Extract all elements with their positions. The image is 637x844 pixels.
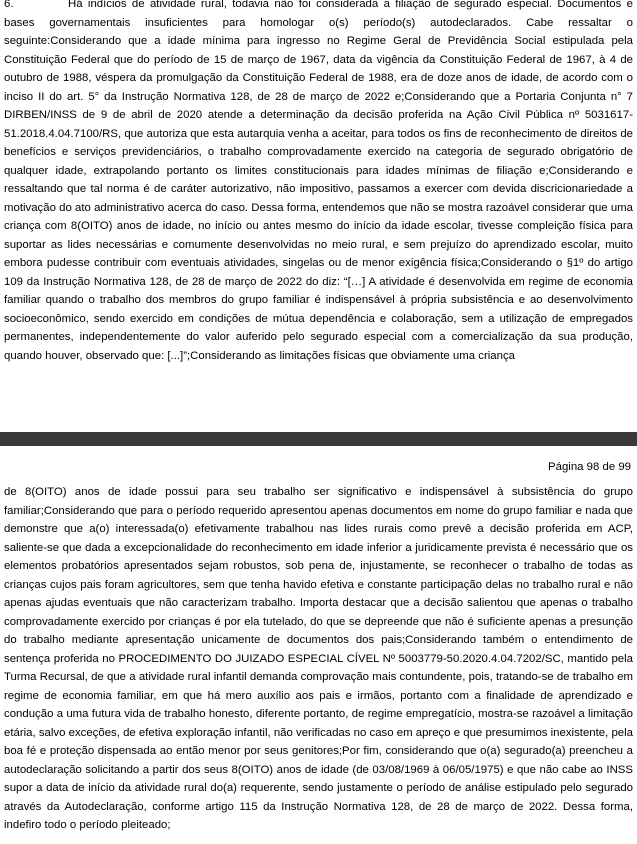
continuation-paragraph: de 8(OITO) anos de idade possui para seu trabalho ser significativo e indispensável à subsistência do grupo familiar;Considerando que para o período requerido apresentou apenas documentos em nome do grupo familiar e nada que demonstre que a(o) interessada(o) efetivamente trabalhou nas lides rurais como prevê a decisão proferida em ACP, saliente-se que dada a excepcionalidade do reconhecimento em idade inferior a juridicamente prevista é necessário que os elementos probatórios apresentados sejam robustos, sob pena de, injustamente, se reconhecer o trabalho de todas as crianças cujos pais foram agricultores, sem que tenha havido efetiva e constante participação delas no trabalho rural e não apenas ajudas eventuais que não caracterizam trabalho. Importa destacar que a decisão salientou que apenas o trabalho comprovadamente exercido por crianças é por ela tutelado, do que se depreende que não é suficiente apenas a presunção do trabalho mediante apresentação unicamente de documentos dos pais;Considerando também o entendimento de sentença proferida no PROCEDIMENTO DO JUIZADO ESPECIAL CÍVEL Nº 5003779-50.2020.4.04.7202/SC, mantido pela Turma Recursal, de que a atividade rural infantil demanda comprovação mais contundente, pois, tratando-se de trabalho em regime de economia familiar, em que há mero auxílio aos pais e irmãos, portanto com a finalidade de aprendizado e condução a uma futura vida de trabalho honesto, diferente portanto, de regime empregatício, mostra-se razoável a limitação etária, salvo exceções, de efetiva exploração infantil, não verificadas no caso em apreço e que presumimos inexistente, pela boa fé e proteção dispensada ao então menor por seus genitores;Por fim, considerando que o(a) segurado(a) preencheu a autodeclaração solicitando a partir dos seus 8(OITO) anos de idade (de 03/08/1969 à 06/05/1975) e que não cabe ao INSS supor a data de início da atividade rural do(a) requerente, sendo justamente o período de análise estipulado pelo segurado através da Autodeclaração, conforme artigo 115 da Instrução Normativa 128, de 28 de março de 2022. Dessa forma, indefiro todo o período pleiteado; [4,486,633,831]
page-number: Página 98 de 99 [548,461,631,473]
item-6-text: Há indícios de atividade rural, todavia não foi considerada a filiação de segurado especial. Documentos e bases governamentais insuficientes para homologar o(s) período(s) autodeclarados. Cabe ressaltar o seguinte:Considerando que a idade mínima para ingresso no Regime Geral de Previdência Social estipulada pela Constituição Federal que do período de 15 de março de 1967, data da vigência da Constituição Federal de 1967, à 4 de outubro de 1988, véspera da promulgação da Constituição Federal de 1988, era de doze anos de idade, de acordo com o inciso II do art. 5° da Instrução Normativa 128, de 28 de março de 2022 e;Considerando que a Portaria Conjunta n° 7 DIRBEN/INSS de 9 de abril de 2020 atende a determinação da decisão proferida na Ação Civil Pública nº 5031617-51.2018.4.04.7100/RS, que autoriza que esta autarquia venha a aceitar, para todos os fins de reconhecimento de direitos de benefícios e serviços previdenciários, o trabalho comprovadamente exercido na categoria de segurado obrigatório de qualquer idade, extrapolando portanto os limites constitucionais para idades mínimas de filiação e;Considerando e ressaltando que tal norma é de caráter autorizativo, não impositivo, passamos a exercer com devida discricionariedade a motivação do ato administrativo acerca do caso. Dessa forma, entendemos que não se mostra razoável considerar que uma criança com 8(OITO) anos de idade, no início ou antes mesmo do início da idade escolar, tivesse compleição física para suportar as lides necessárias e comumente desenvolvidas no meio rural, e sem prejuízo do aprendizado escolar, muito embora pudesse contribuir com eventuais atividades, singelas ou de menor exigência física;Considerando o §1º do artigo 109 da Instrução Normativa 128, de 28 de março de 2022 do diz: “[…] A atividade é desenvolvida em regime de economia familiar quando o trabalho dos membros do grupo familiar é indispensável à própria subsistência e ao desenvolvimento socioeconômico, sendo exercido em condições de mútua dependência e colaboração, sem a utilização de empregados permanentes, independentemente do valor auferido pelo segurado especial com a comercialização da sua produção, quando houver, observado que: [...]”;Considerando as limitações físicas que obviamente uma criança [4,0,633,362]
item-6-paragraph [4,0,633,365]
item-number: 6. [4,0,14,10]
page-separator [0,432,637,446]
document-page-bottom [0,446,637,844]
